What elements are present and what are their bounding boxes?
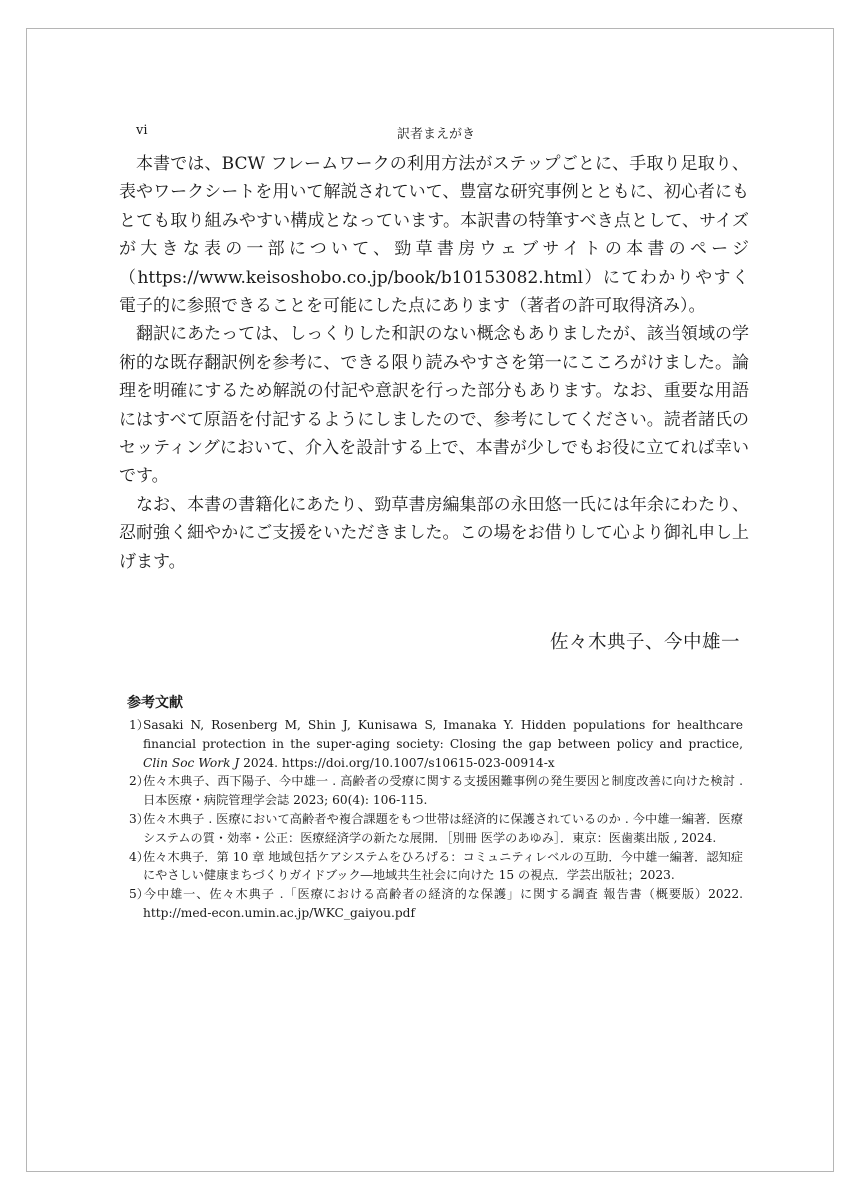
reference-number: 1） bbox=[129, 718, 149, 732]
reference-text: 佐々木典子、西下陽子、今中雄一 . 高齢者の受療に関する支援困難事例の発生要因と制度改善に向けた検討 . 日本医療・病院管理学会誌 2023; 60(4): 106-115. bbox=[143, 774, 743, 808]
reference-journal: Clin Soc Work J bbox=[143, 755, 240, 770]
paragraph: 翻訳にあたっては、しっくりした和訳のない概念もありましたが、該当領域の学術的な既存翻訳例を参考に、できる限り読みやすさを第一にこころがけました。論理を明確にするため解説の付記や意訳を行った部分もあります。なお、重要な用語にはすべて原語を付記するようにしましたので、参考にしてください。読者諸氏のセッティングにおいて、介入を設計する上で、本書が少しでもお役に立てれば幸いです。 bbox=[119, 324, 749, 487]
translator-signature: 佐々木典子、今中雄一 bbox=[549, 632, 740, 653]
reference-text: 佐々木典子．第 10 章 地域包括ケアシステムをひろげる：コミュニティレベルの互助．今中雄一編著．認知症にやさしい健康まちづくりガイドブック―地域共生社会に向けた 15 の視点．学芸出版社；2023. bbox=[143, 849, 743, 883]
reference-number: 5） bbox=[129, 887, 149, 902]
running-head bbox=[136, 123, 736, 143]
reference-number: 3） bbox=[129, 811, 149, 826]
references-heading: 参考文献 bbox=[127, 695, 183, 711]
reference-number: 4） bbox=[129, 849, 149, 864]
reference-text: 今中雄一、佐々木典子 .「医療における高齢者の経済的な保護」に関する調査 報告書（概要版）2022. http://med-econ.umin.ac.jp/WKC_gaiyou.pdf bbox=[143, 887, 743, 920]
reference-text: Sasaki N, Rosenberg M, Shin J, Kunisawa S, Imanaka Y. Hidden populations for healthcare financial protection in the super-aging society: Closing the gap between policy and practice, bbox=[143, 718, 743, 751]
reference-item bbox=[129, 810, 743, 848]
page-number: vi bbox=[136, 123, 148, 138]
body-text bbox=[119, 150, 749, 576]
paragraph: 本書では、BCW フレームワークの利用方法がステップごとに、手取り足取り、表やワークシートを用いて解説されていて、豊富な研究事例とともに、初心者にもとても取り組みやすい構成となっています。本訳書の特筆すべき点として、サイズが大きな表の一部について、勁草書房ウェブサイトの本書のページ（https://www.keisoshobo.co.jp/book/b10153082.html）にてわかりやすく電子的に参照できることを可能にした点にあります（著者の許可取得済み）。 bbox=[119, 154, 749, 317]
reference-item bbox=[129, 716, 743, 772]
reference-text: 佐々木典子 . 医療において高齢者や複合課題をもつ世帯は経済的に保護されているのか . 今中雄一編著．医療システムの質・効率・公正：医療経済学の新たな展開．［別冊 医学のあゆみ］．東京：医歯薬出版 , 2024. bbox=[143, 811, 743, 845]
reference-text-tail: 2024. https://doi.org/10.1007/s10615-023-00914-x bbox=[239, 755, 555, 770]
paragraph: なお、本書の書籍化にあたり、勁草書房編集部の永田悠一氏には年余にわたり、忍耐強く細やかにご支援をいただきました。この場をお借りして心より御礼申し上げます。 bbox=[119, 494, 749, 572]
reference-item bbox=[129, 848, 743, 886]
reference-item bbox=[129, 885, 743, 923]
reference-number: 2） bbox=[129, 774, 149, 789]
reference-list bbox=[129, 716, 743, 923]
running-head-title: 訳者まえがき bbox=[396, 127, 475, 142]
reference-item bbox=[129, 772, 743, 810]
